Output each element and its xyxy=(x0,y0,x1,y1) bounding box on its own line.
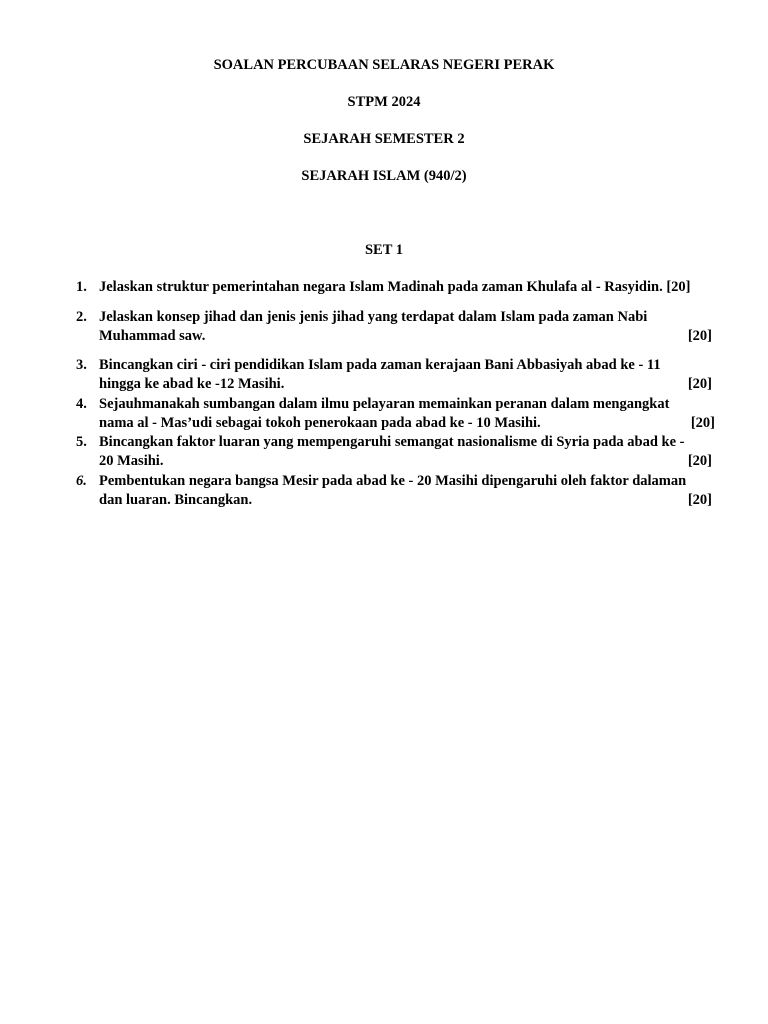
question-line: Jelaskan konsep jihad dan jenis jenis jihad yang terdapat dalam Islam pada zaman Nabi xyxy=(99,309,648,325)
question-line-last xyxy=(99,452,712,471)
question-line: dan luaran. Bincangkan. xyxy=(99,492,253,508)
question-text xyxy=(99,472,712,510)
question-text xyxy=(99,308,712,346)
question-mark: [20] xyxy=(690,415,715,431)
question-line: Bincangkan faktor luaran yang mempengaruhi semangat nasionalisme di Syria pada abad ke - xyxy=(99,434,685,450)
question-mark: [20] xyxy=(687,376,712,392)
question-item-6 xyxy=(76,472,716,510)
question-line: Jelaskan struktur pemerintahan negara Islam Madinah pada zaman Khulafa al - Rasyidin. [20] xyxy=(99,279,691,295)
question-line: 20 Masihi. xyxy=(99,453,164,469)
question-number: 1. xyxy=(76,279,87,295)
question-line-last xyxy=(99,375,712,394)
question-text xyxy=(99,433,712,471)
paper-name: SEJARAH ISLAM (940/2) xyxy=(301,168,467,184)
question-mark: [20] xyxy=(687,492,712,508)
question-line: nama al - Mas’udi sebagai tokoh penerokaan pada abad ke - 10 Masihi. xyxy=(99,415,541,431)
question-item-3 xyxy=(76,356,716,394)
question-number: 5. xyxy=(76,434,87,450)
question-mark: [20] xyxy=(687,453,712,469)
subject-name: SEJARAH SEMESTER 2 xyxy=(303,131,465,147)
question-text xyxy=(99,356,712,394)
question-text xyxy=(99,278,712,297)
question-line-last xyxy=(99,327,712,346)
question-line: Muhammad saw. xyxy=(99,328,206,344)
question-mark: [20] xyxy=(687,328,712,344)
set-heading: SET 1 xyxy=(364,242,404,258)
question-number: 6. xyxy=(76,473,87,489)
question-text xyxy=(99,395,715,433)
question-item-2 xyxy=(76,308,716,346)
question-item-1 xyxy=(76,278,716,297)
question-line: hingga ke abad ke -12 Masihi. xyxy=(99,376,285,392)
question-number: 3. xyxy=(76,357,87,373)
question-item-4 xyxy=(76,395,716,433)
question-line: Bincangkan ciri - ciri pendidikan Islam pada zaman kerajaan Bani Abbasiyah abad ke - 11 xyxy=(99,357,661,373)
question-line: Sejauhmanakah sumbangan dalam ilmu pelayaran memainkan peranan dalam mengangkat xyxy=(99,396,670,412)
document-title: SOALAN PERCUBAAN SELARAS NEGERI PERAK xyxy=(213,57,555,73)
question-item-5 xyxy=(76,433,716,471)
question-number: 2. xyxy=(76,309,87,325)
question-line: Pembentukan negara bangsa Mesir pada abad ke - 20 Masihi dipengaruhi oleh faktor dalaman xyxy=(99,473,687,489)
exam-name: STPM 2024 xyxy=(347,94,421,110)
question-number: 4. xyxy=(76,396,87,412)
question-line-last xyxy=(99,414,715,433)
question-line-last xyxy=(99,491,712,510)
